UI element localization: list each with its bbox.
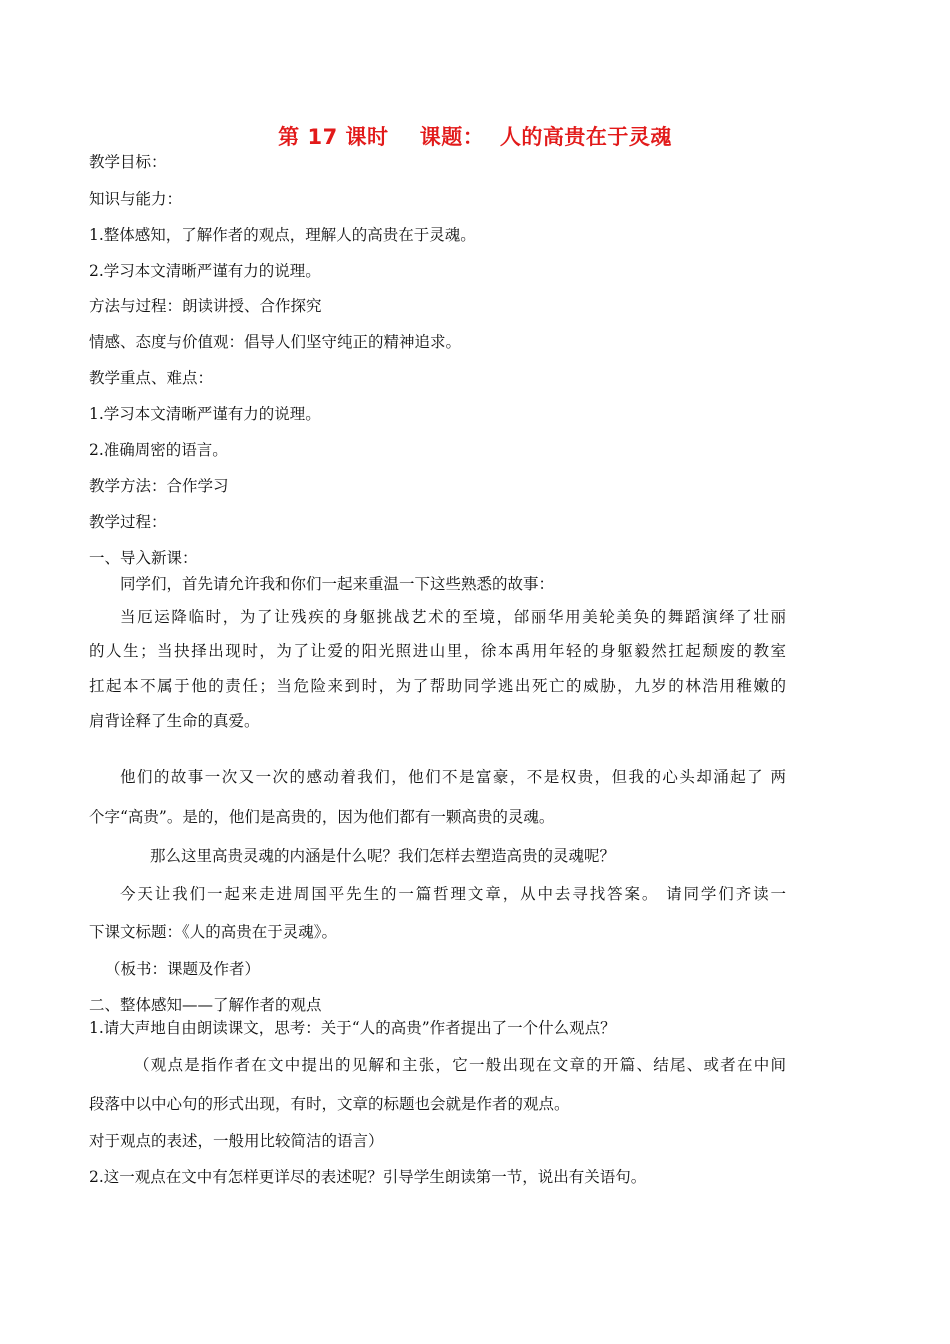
text-line: 教学过程：: [89, 513, 167, 531]
text-line: （板书：课题及作者）: [105, 960, 261, 978]
paragraph-line: 对于观点的表述，一般用比较简洁的语言）: [89, 1132, 384, 1150]
text-line: 教学方法：合作学习: [89, 477, 229, 495]
text-line: 教学目标：: [89, 153, 167, 171]
text-line: 教学重点、难点：: [89, 369, 214, 387]
section-heading: 二、整体感知——了解作者的观点: [89, 996, 322, 1014]
paragraph-line: 的人生；当抉择出现时，为了让爱的阳光照进山里，徐本禹用年轻的身躯毅然扛起颓废的教室: [89, 642, 786, 660]
text-line: 2.准确周密的语言。: [89, 441, 228, 459]
text-line: 方法与过程：朗读讲授、合作探究: [89, 297, 322, 315]
paragraph-line: 今天让我们一起来走进周国平先生的一篇哲理文章，从中去寻找答案。 请同学们齐读一: [120, 885, 786, 903]
paragraph-line: 那么这里高贵灵魂的内涵是什么呢？我们怎样去塑造高贵的灵魂呢？: [150, 847, 616, 865]
text-line: 同学们，首先请允许我和你们一起来重温一下这些熟悉的故事：: [120, 575, 555, 593]
paragraph-line: （观点是指作者在文中提出的见解和主张，它一般出现在文章的开篇、结尾、或者在中间: [134, 1056, 786, 1074]
text-line: 1.请大声地自由朗读课文，思考：关于“人的高贵”作者提出了一个什么观点？: [89, 1019, 616, 1037]
lesson-title: 第 17 课时 课题： 人的高贵在于灵魂: [278, 125, 672, 149]
text-line: 2.这一观点在文中有怎样更详尽的表述呢？引导学生朗读第一节，说出有关语句。: [89, 1168, 647, 1186]
paragraph-line: 他们的故事一次又一次的感动着我们，他们不是富豪，不是权贵，但我的心头却涌起了 两: [120, 768, 786, 786]
paragraph-line: 个字“高贵”。是的，他们是高贵的，因为他们都有一颗高贵的灵魂。: [89, 808, 555, 826]
text-line: 2.学习本文清晰严谨有力的说理。: [89, 262, 321, 280]
paragraph-line: 肩背诠释了生命的真爱。: [89, 712, 260, 730]
text-line: 情感、态度与价值观：倡导人们坚守纯正的精神追求。: [89, 333, 462, 351]
paragraph-line: 扛起本不属于他的责任；当危险来到时，为了帮助同学逃出死亡的威胁，九岁的林浩用稚嫩的: [89, 677, 786, 695]
text-line: 1.学习本文清晰严谨有力的说理。: [89, 405, 321, 423]
paragraph-line: 段落中以中心句的形式出现，有时，文章的标题也会就是作者的观点。: [89, 1095, 570, 1113]
section-heading: 一、导入新课：: [89, 549, 198, 567]
text-line: 1.整体感知，了解作者的观点，理解人的高贵在于灵魂。: [89, 226, 476, 244]
paragraph-line: 下课文标题：《人的高贵在于灵魂》。: [89, 923, 338, 941]
paragraph-line: 当厄运降临时，为了让残疾的身躯挑战艺术的至境，邰丽华用美轮美奂的舞蹈演绎了壮丽: [120, 608, 786, 626]
text-line: 知识与能力：: [89, 190, 183, 208]
